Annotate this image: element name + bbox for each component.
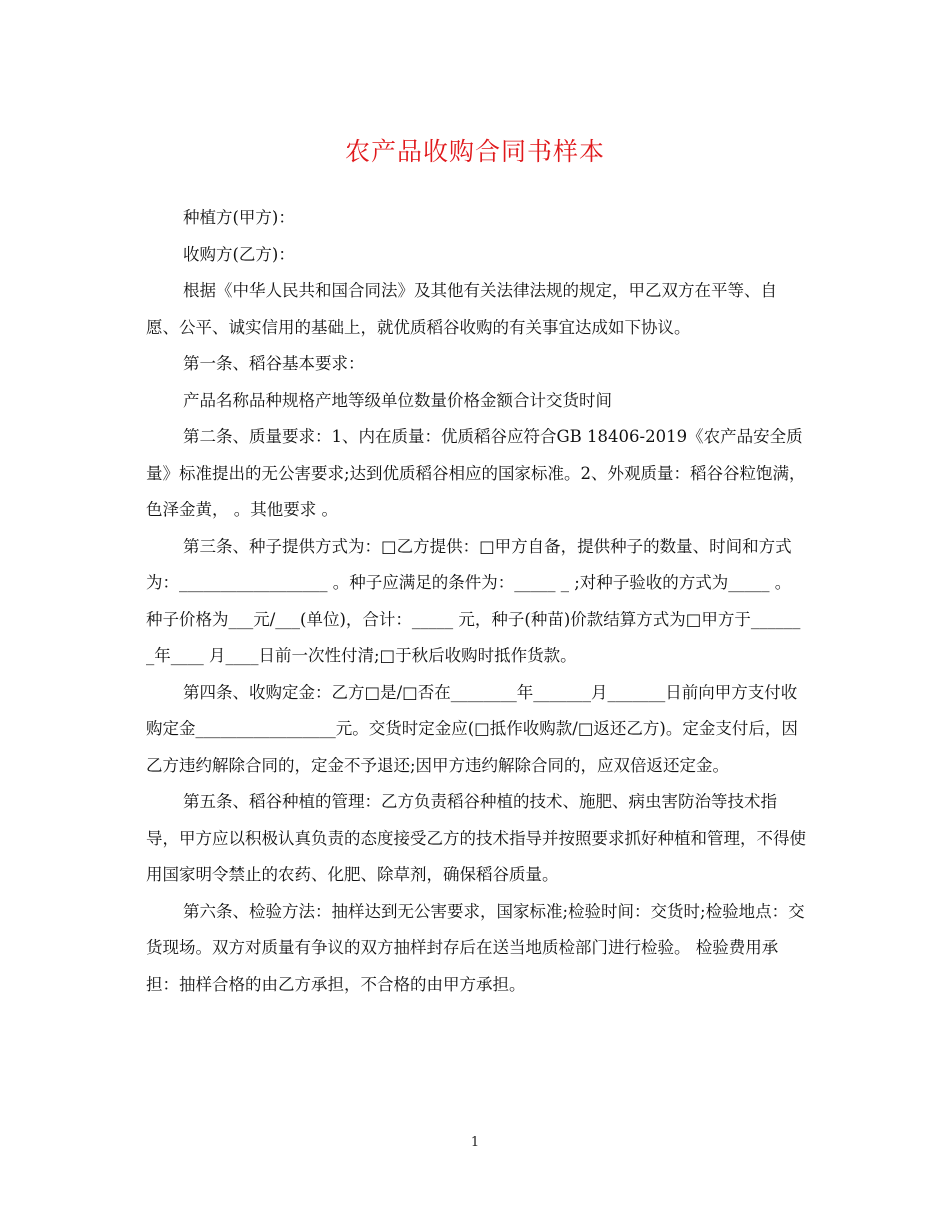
article-6-paragraph: 第六条、检验方法：抽样达到无公害要求，国家标准;检验时间：交货时;检验地点：交货现场。双方对质量有争议的双方抽样封存后在送当地质检部门进行检验。 检验费用承担：抽样合格的由乙方承担，不合格的由甲方承担。 <box>146 901 805 994</box>
preamble-paragraph: 根据《中华人民共和国合同法》及其他有关法律法规的规定，甲乙双方在平等、自愿、公平、诚实信用的基础上，就优质稻谷收购的有关事宜达成如下协议。 <box>146 281 777 337</box>
document-body <box>146 200 806 1003</box>
article-5-paragraph: 第五条、稻谷种植的管理：乙方负责稻谷种植的技术、施肥、病虫害防治等技术指导，甲方应以积极认真负责的态度接受乙方的技术指导并按照要求抓好种植和管理，不得使用国家明令禁止的农药、化肥、除草剂，确保稻谷质量。 <box>146 792 806 884</box>
article-1-fields: 产品名称品种规格产地等级单位数量价格金额合计交货时间 <box>183 390 612 410</box>
document-title: 农产品收购合同书样本 <box>344 137 605 166</box>
party-b-line: 收购方(乙方)： <box>183 244 295 264</box>
article-3-paragraph: 第三条、种子提供方式为：□乙方提供：□甲方自备，提供种子的数量、时间和方式为：__________________ 。种子应满足的条件为：_____ _ ;对种子验收的方式为_____ 。种子价格为___元/___(单位)，合计：_____ 元，种子(种苗)价款结算方式为□甲方于_______年____ 月____日前一次性付清;□于秋后收购时抵作货款。 <box>146 536 801 665</box>
party-a-line: 种植方(甲方)： <box>183 208 295 227</box>
article-1-heading: 第一条、稻谷基本要求： <box>183 354 365 373</box>
page-number: 1 <box>470 1135 480 1150</box>
article-2-paragraph: 第二条、质量要求：1、内在质量：优质稻谷应符合GB 18406-2019《农产品安全质量》标准提出的无公害要求;达到优质稻谷相应的国家标准。2、外观质量：稻谷谷粒饱满，色泽金黄， 。其他要求 。 <box>146 427 806 519</box>
article-4-paragraph: 第四条、收购定金：乙方□是/□否在________年_______月_______日前向甲方支付收购定金_________________元。交货时定金应(□抵作收购款/□返还乙方)。定金支付后，因乙方违约解除合同的，定金不予退还;因甲方违约解除合同的，应双倍返还定金。 <box>146 682 798 775</box>
